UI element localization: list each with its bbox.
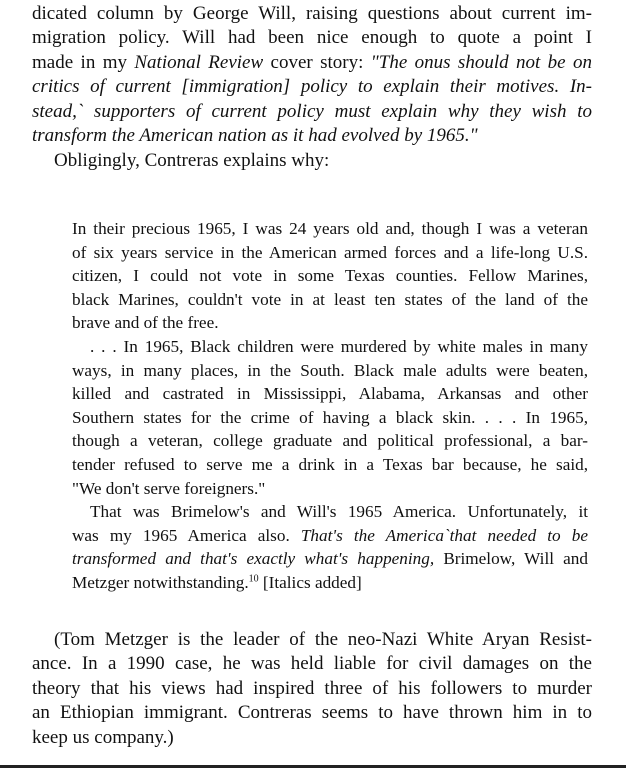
quote-line: though a veteran, college graduate and political professional, a bar- [72,431,588,451]
quote-line: citizen, I could not vote in some Texas counties. Fellow Marines, [72,266,588,286]
closing-paragraph [32,628,592,750]
publication-title: National Review [134,51,264,73]
quote-line: was my 1965 America also. That's the America`that needed to be [72,525,588,545]
quote-line: tender refused to serve me a drink in a Texas bar because, he said, [72,454,588,474]
quote-line: brave and of the free. [72,313,219,333]
text-line: dicated column by George Will, raising questions about current im- [32,3,592,24]
text-line: transform the American nation as it had evolved by 1965." [32,125,478,147]
text-line: critics of current [immigration] policy to explain their motives. In- [32,76,592,98]
text-line: keep us company.) [32,726,174,748]
text-line: an Ethiopian immigrant. Contreras seems to have thrown him in to [32,702,592,724]
intro-to-quote-paragraph [32,149,592,173]
quote-line: "We don't serve foreigners." [72,478,266,498]
quote-line: killed and castrated in Mississippi, Alabama, Arkansas and other [72,384,588,404]
quote-line: black Marines, couldn't vote in at least ten states of the land of the [72,289,588,309]
text-line: (Tom Metzger is the leader of the neo-Nazi White Aryan Resist- [54,629,592,650]
opening-paragraph [32,2,592,148]
text-line: Obligingly, Contreras explains why: [54,150,330,171]
text-line: ance. In a 1990 case, he was held liable for civil damages on the [32,653,592,675]
footnote-marker: 10 [248,573,259,585]
quote-line: transformed and that's exactly what's happening, Brimelow, Will and [72,549,588,569]
italic-quote: That's the America`that needed to be [300,525,588,545]
text-line: theory that his views had inspired three of his followers to murder [32,677,592,699]
block-quote [72,217,588,595]
quote-line: . . . In 1965, Black children were murdered by white males in many [90,336,588,356]
text-line: migration policy. Will had been nice enough to quote a point I [32,27,592,49]
quote-line: Southern states for the crime of having a black skin. . . . In 1965, [72,407,588,427]
italic-quote: transformed and that's exactly what's happening, [72,549,435,569]
italic-quote: "The onus should not be on [370,51,592,73]
quote-line: That was Brimelow's and Will's 1965 America. Unfortunately, it [90,502,588,522]
quote-line: ways, in many places, in the South. Black male adults were beaten, [72,360,588,380]
quote-line: In their precious 1965, I was 24 years old and, though I was a veteran [72,219,588,238]
quote-line: Metzger notwithstanding.$^{10}$ [Italics added] [72,572,362,592]
quote-line: of six years service in the American armed forces and a life-long U.S. [72,242,588,262]
text-line: made in my National Review cover story: "The onus should not be on [32,51,592,73]
text-line: stead,` supporters of current policy must explain why they wish to [32,100,592,122]
